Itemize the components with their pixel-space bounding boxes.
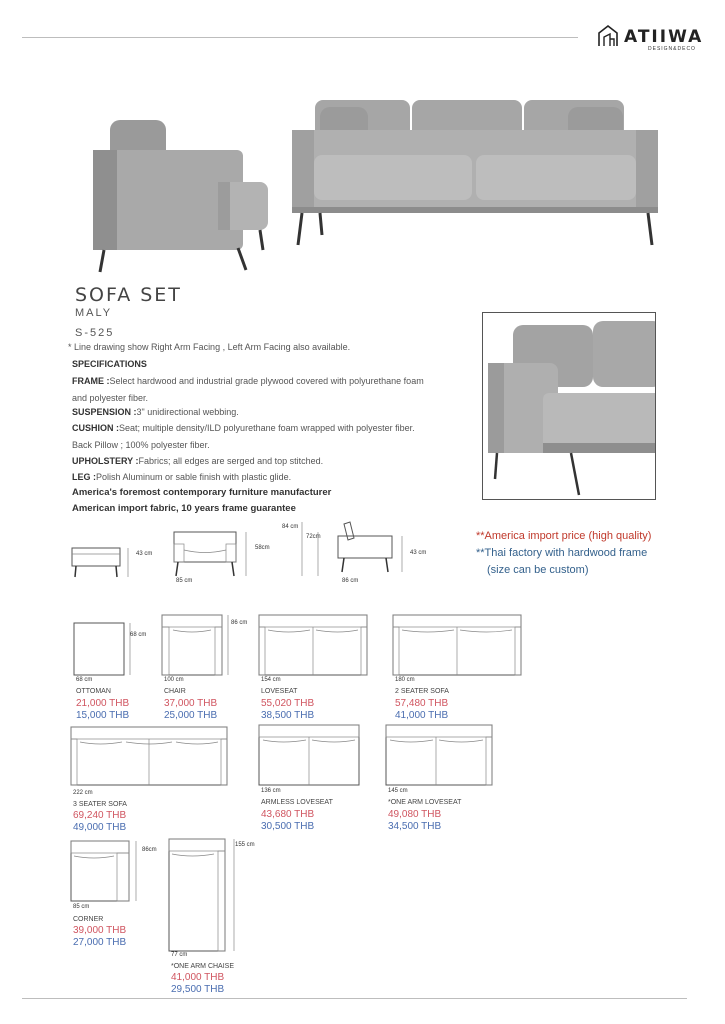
chair-width: 85 cm (176, 578, 193, 584)
corner-width: 85 cm (73, 904, 90, 910)
footer-rule (22, 998, 687, 999)
chaise-price-import: 41,000 THB (171, 972, 225, 983)
spec-leg: LEG :Polish Aluminum or sable finish with plastic glide. (72, 472, 292, 482)
sofa-detail-photo (483, 313, 655, 499)
chaise-plan (168, 838, 258, 956)
armless-loveseat-price-import: 43,680 THB (261, 809, 315, 820)
product-title: SOFA SET (75, 284, 182, 306)
ottoman-depth: 68 cm (130, 632, 147, 638)
corner-price-import: 39,000 THB (73, 925, 127, 936)
chaise-label: *ONE ARM CHAISE (171, 963, 235, 970)
loveseat-label: LOVESEAT (261, 688, 298, 695)
import-line: American import fabric, 10 years frame guarantee (72, 503, 296, 514)
loveseat-price-import: 55,020 THB (261, 698, 315, 709)
chair-height: 58cm (255, 545, 270, 551)
ottoman-elevation (70, 545, 130, 579)
armless-loveseat-label: ARMLESS LOVESEAT (261, 799, 333, 806)
ottoman-label: OTTOMAN (76, 688, 111, 695)
two-seater-plan (392, 614, 524, 678)
two-seater-price-thai: 41,000 THB (395, 710, 449, 721)
armless-loveseat-width: 136 cm (261, 788, 281, 794)
loveseat-price-thai: 38,500 THB (261, 710, 315, 721)
chaise-depth: 155 cm (235, 842, 255, 848)
back-height: 72cm (306, 534, 321, 540)
ottoman-price-thai: 15,000 THB (76, 710, 130, 721)
armless-loveseat-plan (258, 724, 362, 788)
three-seater-label: 3 SEATER SOFA (73, 801, 127, 808)
house-chair-icon (596, 24, 620, 48)
spec-frame: FRAME :Select hardwood and industrial grade plywood covered with polyurethane foam and polyester fiber. (72, 376, 424, 403)
ottoman-height: 43 cm (136, 551, 153, 557)
corner-label: CORNER (73, 916, 104, 923)
corner-depth: 86cm (142, 847, 157, 853)
line-drawing-note: * Line drawing show Right Arm Facing , Left Arm Facing also available. (68, 342, 351, 352)
chaise-width: 77 cm (171, 952, 188, 958)
spec-suspension: SUSPENSION :3" unidirectional webbing. (72, 407, 239, 417)
chair-label: CHAIR (164, 688, 186, 695)
three-seater-plan (70, 726, 230, 788)
chair-elevation (170, 530, 250, 582)
product-model: MALY (75, 307, 113, 319)
side-height: 43 cm (410, 550, 427, 556)
brand-logo (596, 24, 706, 52)
loveseat-plan (258, 614, 370, 678)
corner-price-thai: 27,000 THB (73, 937, 127, 948)
ottoman-plan (73, 622, 133, 682)
header-rule (22, 37, 578, 38)
loveseat-width: 154 cm (261, 677, 281, 683)
product-code: S-525 (75, 327, 115, 339)
chair-plan-depth: 86 cm (231, 620, 248, 626)
chaise-price-thai: 29,500 THB (171, 984, 225, 995)
brand-tagline: DESIGN&DECO (648, 46, 696, 52)
two-seater-price-import: 57,480 THB (395, 698, 449, 709)
specs-heading: SPECIFICATIONS (72, 359, 147, 369)
sofa-photo (290, 95, 660, 250)
chair-price-import: 37,000 THB (164, 698, 218, 709)
ottoman-price-import: 21,000 THB (76, 698, 130, 709)
chair-plan (161, 614, 231, 678)
side-elevation (298, 518, 408, 582)
three-seater-price-import: 69,240 THB (73, 810, 127, 821)
side-width: 86 cm (342, 578, 359, 584)
corner-plan (70, 840, 140, 904)
america-price-note: **America import price (high quality) (476, 530, 652, 542)
three-seater-width: 222 cm (73, 790, 93, 796)
one-arm-loveseat-width: 145 cm (388, 788, 408, 794)
one-arm-loveseat-price-thai: 34,500 THB (388, 821, 442, 832)
two-seater-label: 2 SEATER SOFA (395, 688, 449, 695)
brand-name: ATIIWA (624, 27, 704, 47)
armchair-photo (88, 110, 273, 275)
detail-photo-frame (482, 312, 656, 500)
custom-size-note: (size can be custom) (487, 564, 589, 576)
one-arm-loveseat-plan (385, 724, 495, 788)
three-seater-price-thai: 49,000 THB (73, 822, 127, 833)
america-line: America's foremost contemporary furniture manufacturer (72, 487, 332, 498)
chair-price-thai: 25,000 THB (164, 710, 218, 721)
spec-upholstery: UPHOLSTERY :Fabrics; all edges are serged and top stitched. (72, 456, 324, 466)
one-arm-loveseat-price-import: 49,080 THB (388, 809, 442, 820)
chair-plan-width: 100 cm (164, 677, 184, 683)
one-arm-loveseat-label: *ONE ARM LOVESEAT (388, 799, 462, 806)
thai-price-note: **Thai factory with hardwood frame (476, 547, 648, 559)
ottoman-width: 68 cm (76, 677, 93, 683)
overall-height: 84 cm (282, 524, 299, 530)
two-seater-width: 180 cm (395, 677, 415, 683)
spec-cushion: CUSHION :Seat; multiple density/ILD polyurethane foam wrapped with polyester fiber. Back Pillow ; 100% polyester fiber. (72, 423, 415, 450)
armless-loveseat-price-thai: 30,500 THB (261, 821, 315, 832)
